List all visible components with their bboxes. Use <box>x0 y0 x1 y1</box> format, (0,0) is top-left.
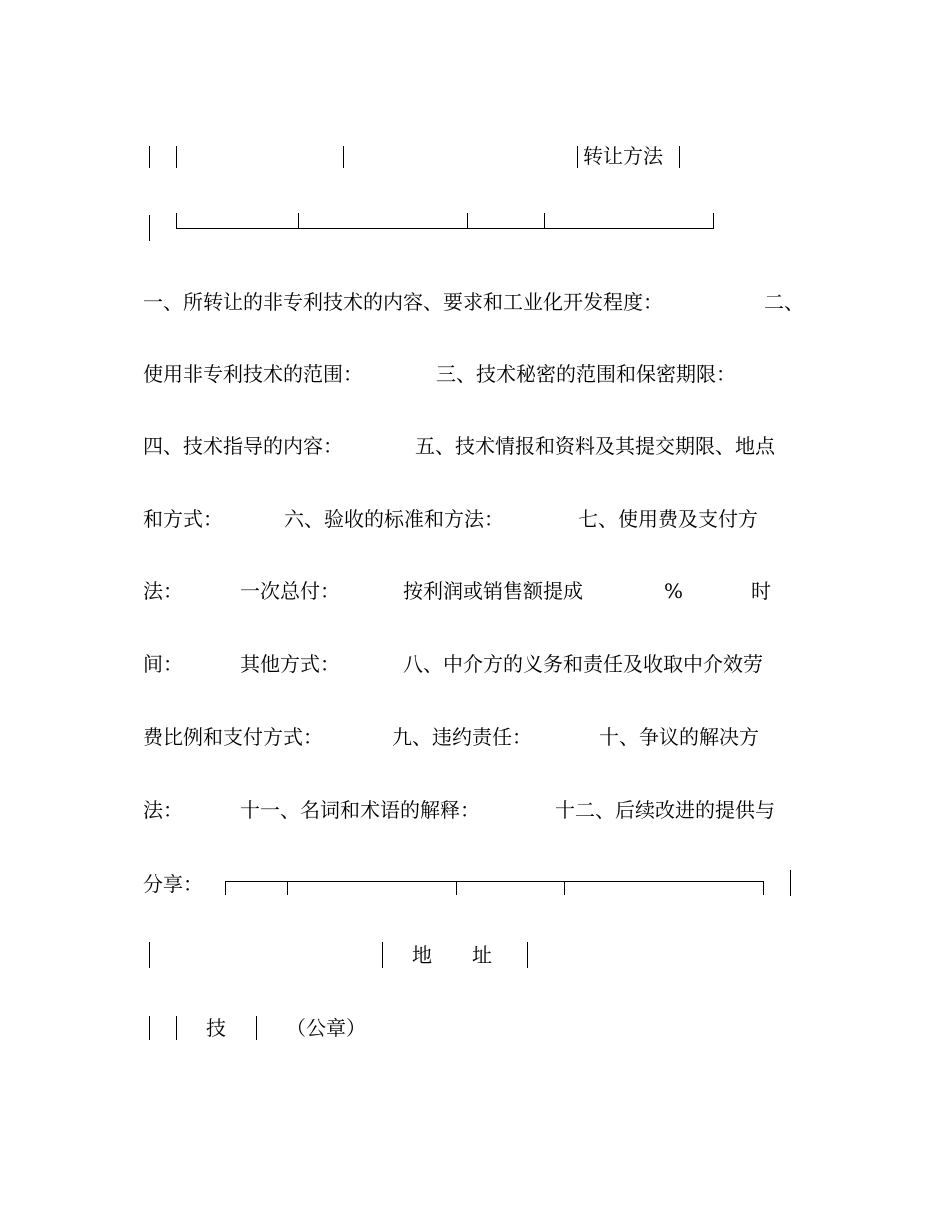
table-border-right <box>790 870 791 896</box>
table-border <box>176 1016 177 1040</box>
seal-label: （公章） <box>286 1016 366 1040</box>
table-border <box>256 1016 257 1040</box>
table-header-cell-transfer-method: 转让方法 <box>583 144 663 168</box>
time-label-start: 时 <box>751 579 771 603</box>
table-border <box>343 146 344 168</box>
table-corner <box>763 881 764 895</box>
clause-7: 七、使用费及支付方 <box>578 507 758 531</box>
table-border <box>382 942 383 968</box>
address-label: 地 址 <box>412 943 492 967</box>
table-divider-tick <box>298 213 299 229</box>
clause-10-cont: 法： <box>143 798 183 822</box>
table-divider-tick <box>564 881 565 895</box>
table-top-rule <box>225 881 764 882</box>
clause-8: 八、中介方的义务和责任及收取中介效劳 <box>403 652 763 676</box>
table-border <box>577 146 578 168</box>
clause-7-cont: 法： <box>143 579 183 603</box>
table-border-right <box>679 146 680 168</box>
clause-4: 四、技术指导的内容： <box>143 434 343 458</box>
table-divider-tick <box>544 213 545 229</box>
tech-label: 技 <box>206 1016 226 1040</box>
table-corner <box>225 881 226 895</box>
time-label-end: 间： <box>143 652 183 676</box>
clause-5-cont: 和方式： <box>143 507 223 531</box>
payment-royalty: 按利润或销售额提成 <box>403 579 583 603</box>
payment-other: 其他方式： <box>240 652 340 676</box>
table-border-left <box>149 942 150 968</box>
table-border-left <box>149 146 150 168</box>
table-border-left <box>149 215 150 241</box>
clause-8-cont: 费比例和支付方式： <box>143 725 323 749</box>
clause-3: 三、技术秘密的范围和保密期限： <box>436 362 736 386</box>
payment-lump-sum: 一次总付： <box>240 579 340 603</box>
clause-5: 五、技术情报和资料及其提交期限、地点 <box>415 434 775 458</box>
table-divider-tick <box>467 213 468 229</box>
clause-12: 十二、后续改进的提供与 <box>555 798 775 822</box>
table-corner <box>713 213 714 229</box>
table-border <box>527 942 528 968</box>
clause-1: 一、所转让的非专利技术的内容、要求和工业化开发程度： <box>143 290 663 314</box>
table-corner <box>176 213 177 229</box>
table-bottom-rule <box>176 228 714 229</box>
clause-9: 九、违约责任： <box>392 725 532 749</box>
clause-10: 十、争议的解决方 <box>599 725 759 749</box>
clause-6: 六、验收的标准和方法： <box>284 507 504 531</box>
table-border <box>176 146 177 168</box>
clause-2: 使用非专利技术的范围： <box>143 362 363 386</box>
percent-sign: % <box>664 579 684 603</box>
clause-11: 十一、名词和术语的解释： <box>240 798 480 822</box>
clause-12-cont: 分享： <box>143 872 203 896</box>
table-divider-tick <box>287 881 288 895</box>
table-border-left <box>149 1016 150 1040</box>
clause-2-number: 二、 <box>764 290 804 314</box>
table-divider-tick <box>456 881 457 895</box>
